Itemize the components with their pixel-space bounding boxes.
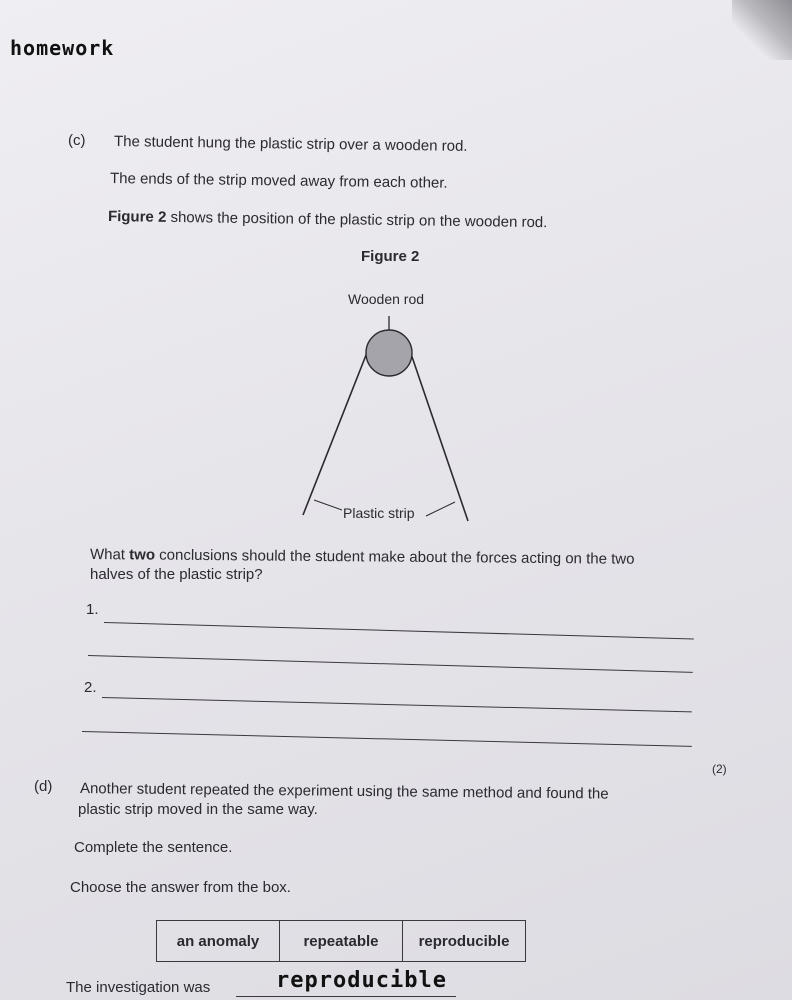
- page-corner-shadow: [732, 0, 792, 60]
- answer1-line-b[interactable]: [88, 655, 693, 673]
- part-c-line3-rest: shows the position of the plastic strip on the wooden rod.: [166, 208, 548, 232]
- answer2-line-b[interactable]: [82, 731, 692, 747]
- part-c-line1: The student hung the plastic strip over a wooden rod.: [113, 133, 468, 155]
- answer2-label: 2.: [84, 679, 97, 696]
- strip-right-half: [408, 345, 468, 521]
- sentence-start: The investigation was: [66, 979, 211, 996]
- instruction-complete: Complete the sentence.: [74, 839, 233, 856]
- strip-label-pointer-left: [314, 500, 342, 510]
- question-emphasis: two: [129, 546, 156, 564]
- part-d-line1: Another student repeated the experiment using the same method and found the: [79, 780, 609, 803]
- part-c-line2: The ends of the strip moved away from each other.: [109, 170, 448, 192]
- question-line2: halves of the plastic strip?: [90, 566, 263, 583]
- question-line1: What two conclusions should the student make about the forces acting on the two: [89, 546, 635, 568]
- answer2-line-a[interactable]: [102, 697, 692, 712]
- part-d-line2: plastic strip moved in the same way.: [78, 801, 318, 818]
- instruction-choose: Choose the answer from the box.: [70, 879, 291, 896]
- marks: (2): [712, 762, 727, 776]
- handwritten-answer: reproducible: [276, 968, 447, 993]
- option-an-anomaly[interactable]: an anomaly: [157, 921, 280, 961]
- handwritten-title: homework: [10, 36, 115, 60]
- part-d-label: (d): [34, 778, 53, 795]
- strip-left-half: [303, 345, 370, 515]
- option-reproducible[interactable]: reproducible: [418, 932, 510, 950]
- wooden-rod: [366, 330, 412, 376]
- figure-ref: Figure 2: [107, 208, 167, 226]
- part-c-label: (c): [68, 132, 86, 149]
- answer1-label: 1.: [86, 601, 99, 618]
- figure-title: Figure 2: [361, 248, 420, 265]
- rod-label: Wooden rod: [348, 291, 425, 307]
- option-repeatable[interactable]: repeatable: [280, 921, 403, 961]
- answer1-line-a[interactable]: [104, 622, 694, 639]
- strip-label: Plastic strip: [343, 505, 415, 521]
- sentence-answer-line[interactable]: [236, 996, 456, 997]
- figure-2-diagram: [290, 310, 490, 535]
- answer-options-box: [156, 920, 526, 962]
- part-c-line3: [108, 208, 548, 232]
- strip-label-pointer-right: [426, 502, 455, 516]
